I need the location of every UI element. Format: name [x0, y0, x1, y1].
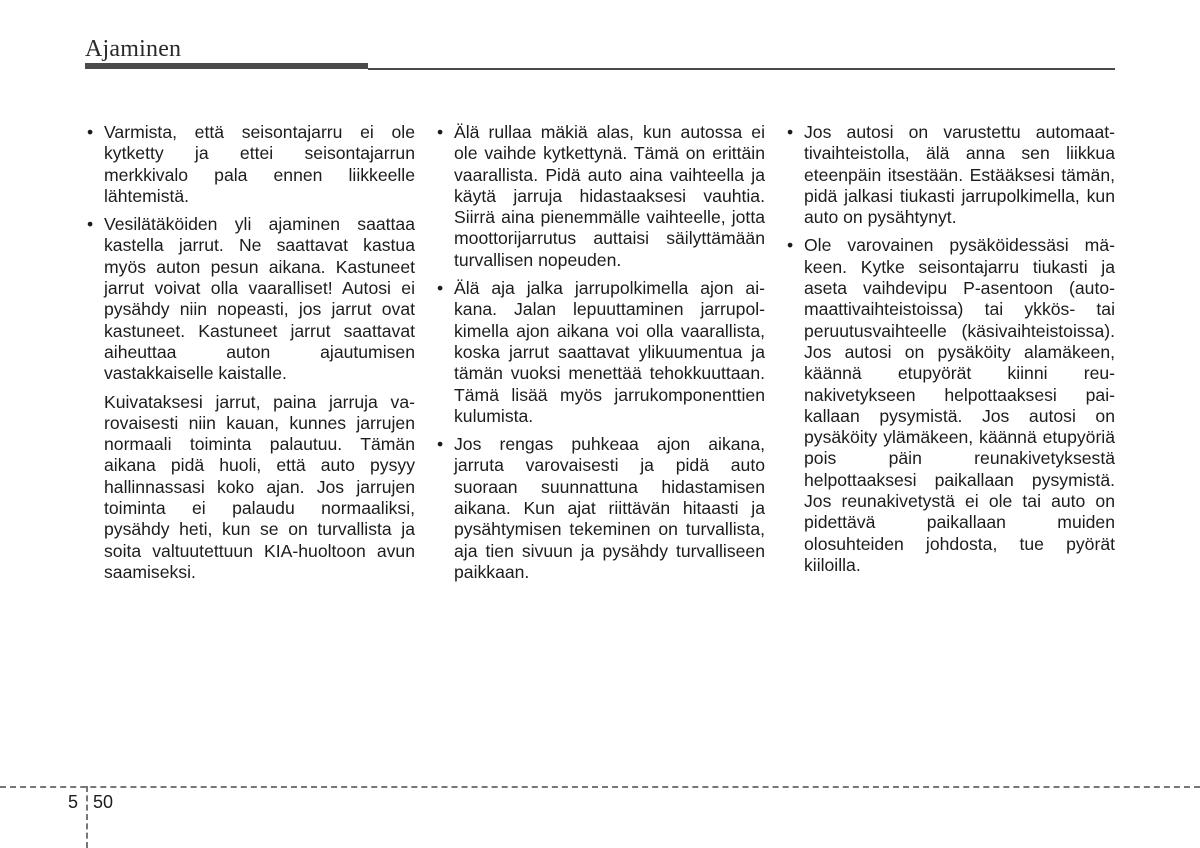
bullet-item [437, 122, 765, 271]
text-column-3 [787, 122, 1115, 583]
bullet-marker: • [787, 122, 794, 142]
bullet-item [87, 214, 415, 384]
bullet-marker: • [437, 122, 444, 142]
bullet-marker: • [437, 278, 444, 299]
bullet-item [437, 278, 765, 427]
bullet-marker: • [787, 235, 794, 256]
bullet-text: Vesilätäköiden yli ajaminen saattaa kastella jarrut. Ne saattavat kastua myös auton pesun aikana. Kastuneet jarrut voivat olla vaaralliset! Autosi ei pysähdy niin nopeasti, jos jarrut ovat kastuneet. Kastuneet jarrut saattavat aiheuttaa auton ajautumisen vastakkaiselle kaistalle. [104, 214, 415, 384]
header-rule-thick [85, 63, 368, 69]
footer-page-separator [86, 786, 88, 848]
paragraph: Kuivataksesi jarrut, paina jarruja varovaisesti niin kauan, kunnes jarrujen normaali toiminta palautuu. Tämän aikana pidä huoli, että auto pysyy hallinnassasi koko ajan. Jos jarrujen toiminta ei palaudu normaaliksi, pysähdy heti, kun se on turvallista ja soita valtuutettuun KIA-huoltoon avun saamiseksi. [104, 391, 415, 582]
bullet-text: Ole varovainen pysäköidessäsi mäkeen. Kytke seisontajarru tiukasti ja aseta vaihdevipu P-asentoon (automaattivaihteistoissa) tai ykkös- tai peruutusvaihteelle (käsivaihteistoissa). Jos autosi on pysäköity alamäkeen, käännä etupyörät kiinni reunakivetykseen helpottaaksesi paikallaan pysymistä. Jos autosi on pysäköity ylämäkeen, käännä etupyöriä pois päin reunakivetyksestä helpottaaksesi paikallaan pysymistä. Jos reunakivetystä ei ole tai auto on pidettävä paikallaan muiden olosuhteiden johdosta, tue pyörät kiiloilla. [804, 235, 1115, 575]
bullet-item [87, 122, 415, 207]
header-rule-thin [368, 68, 1115, 70]
text-column-2 [437, 122, 765, 590]
bullet-marker: • [437, 434, 444, 455]
bullet-text: Jos autosi on varustettu automaattivaihteistolla, älä anna sen liikkua eteenpäin itsestään. Estääksesi tämän, pidä jalkasi tiukasti jarrupolkimella, kun auto on pysähtynyt. [804, 122, 1115, 228]
footer-divider [0, 786, 1200, 788]
page-title: Ajaminen [85, 36, 182, 62]
chapter-number: 5 [68, 792, 79, 812]
bullet-text: Älä rullaa mäkiä alas, kun autossa ei ole vaihde kytkettynä. Tämä on erittäin vaarallista. Pidä auto aina vaihteella ja käytä jarruja hidastaaksesi vauhtia. Siirrä aina pienemmälle vaihteelle, jotta moottorijarrutus auttaisi säilyttämään turvallisen nopeuden. [454, 122, 765, 270]
text-column-1 [87, 122, 415, 590]
bullet-marker: • [87, 214, 94, 235]
bullet-text: Varmista, että seisontajarru ei ole kytketty ja ettei seisontajarrun merkkivalo pala ennen liikkeelle lähtemistä. [104, 122, 415, 206]
bullet-marker: • [87, 122, 94, 142]
bullet-item [787, 235, 1115, 576]
bullet-text: Jos rengas puhkeaa ajon aikana, jarruta varovaisesti ja pidä auto suoraan suunnattuna hidastamisen aikana. Kun ajat riittävän hitaasti ja pysähtymisen tekeminen on turvallista, aja tien sivuun ja pysähdy turvalliseen paikkaan. [454, 434, 765, 582]
page-number: 50 [93, 792, 114, 812]
bullet-text: Älä aja jalka jarrupolkimella ajon aikana. Jalan lepuuttaminen jarrupolkimella ajon aikana voi olla vaarallista, koska jarrut saattavat ylikuumentua ja tämän vuoksi menettää tehokkuuttaan. Tämä lisää myös jarrukomponenttien kulumista. [454, 278, 765, 426]
bullet-item [787, 122, 1115, 228]
bullet-item [437, 434, 765, 583]
